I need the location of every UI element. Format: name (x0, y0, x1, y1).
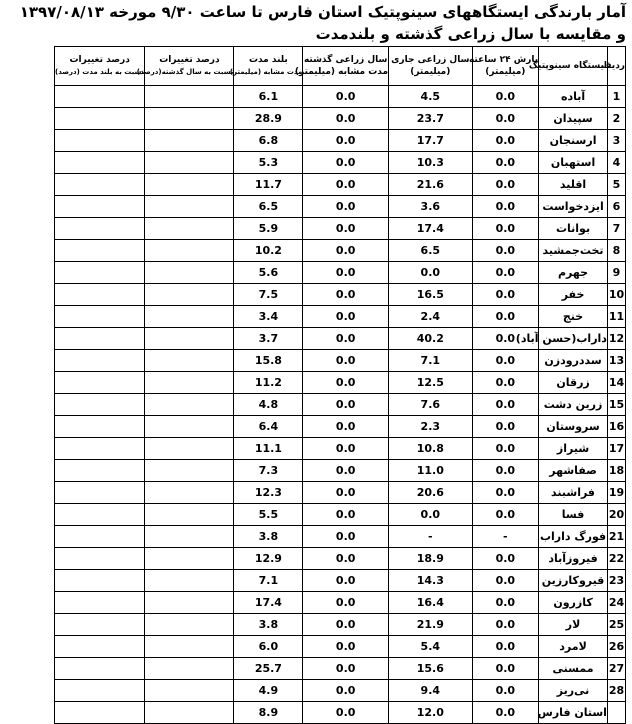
rain-longterm: 11.1 (234, 438, 303, 460)
rain-longterm: 5.9 (234, 218, 303, 240)
pct-change-lastyear (145, 152, 234, 174)
table-row (55, 658, 626, 680)
pct-change-lastyear (145, 614, 234, 636)
rain-longterm: 6.8 (234, 130, 303, 152)
table-row (55, 372, 626, 394)
table-row (55, 218, 626, 240)
rain-last-year: 0.0 (303, 174, 389, 196)
table-row (55, 570, 626, 592)
rain-current-year: 17.7 (389, 130, 473, 152)
pct-change-longterm (55, 328, 145, 350)
station-name: خفر (539, 284, 608, 306)
pct-change-lastyear (145, 174, 234, 196)
rain-24h: 0.0 (472, 218, 539, 240)
header-pct-lastyear (136, 47, 234, 86)
pct-change-lastyear (145, 570, 234, 592)
rain-24h: 0.0 (472, 174, 539, 196)
row-index: 10 (607, 284, 625, 306)
row-index: 18 (607, 460, 625, 482)
report-subtitle: و مقایسه با سال زراعی گذشته و بلندمدت (315, 25, 626, 43)
row-index: 25 (607, 614, 625, 636)
rain-longterm: 25.7 (234, 658, 303, 680)
pct-change-longterm (55, 372, 145, 394)
row-index: 14 (607, 372, 625, 394)
rain-last-year: 0.0 (303, 284, 389, 306)
rain-24h: 0.0 (472, 658, 539, 680)
header-station: ایستگاه سینوپتیک (539, 47, 608, 86)
table-row (55, 174, 626, 196)
row-index: 19 (607, 482, 625, 504)
pct-change-longterm (55, 152, 145, 174)
station-name: نی‌ریز (539, 680, 608, 702)
pct-change-lastyear (145, 196, 234, 218)
pct-change-lastyear (145, 658, 234, 680)
header-pct-longterm (55, 47, 145, 86)
station-name: فورگ داراب (539, 526, 608, 548)
rain-current-year: 9.4 (389, 680, 473, 702)
rain-longterm: 3.7 (234, 328, 303, 350)
pct-change-lastyear (145, 130, 234, 152)
header-pct-long-top: درصد تغییرات (69, 55, 130, 65)
rain-24h: 0.0 (472, 592, 539, 614)
station-name: کازرون (539, 592, 608, 614)
pct-change-lastyear (145, 526, 234, 548)
rain-24h: 0.0 (472, 328, 539, 350)
rain-current-year: 3.6 (389, 196, 473, 218)
rain-last-year: 0.0 (303, 372, 389, 394)
row-index: 9 (607, 262, 625, 284)
station-name: زرقان (539, 372, 608, 394)
rain-longterm: 11.7 (234, 174, 303, 196)
rain-24h: 0.0 (472, 350, 539, 372)
rain-current-year: 2.4 (389, 306, 473, 328)
rain-24h: 0.0 (472, 262, 539, 284)
pct-change-longterm (55, 262, 145, 284)
pct-change-longterm (55, 196, 145, 218)
rain-current-year: 5.4 (389, 636, 473, 658)
row-index: 4 (607, 152, 625, 174)
rain-last-year: 0.0 (303, 350, 389, 372)
pct-change-longterm (55, 680, 145, 702)
table-row (55, 438, 626, 460)
rain-24h: 0.0 (472, 680, 539, 702)
rain-24h: 0.0 (472, 196, 539, 218)
rain-current-year: - (389, 526, 473, 548)
row-index: 5 (607, 174, 625, 196)
table-row (55, 416, 626, 438)
pct-change-longterm (55, 526, 145, 548)
table-row (55, 548, 626, 570)
station-name: جهرم (539, 262, 608, 284)
rain-24h: 0.0 (472, 372, 539, 394)
pct-change-lastyear (145, 702, 234, 724)
station-name: ارسنجان (539, 130, 608, 152)
pct-change-longterm (55, 614, 145, 636)
table-row (55, 636, 626, 658)
pct-change-longterm (55, 174, 145, 196)
table-row (55, 460, 626, 482)
row-index: 22 (607, 548, 625, 570)
header-current (389, 47, 473, 86)
pct-change-lastyear (145, 460, 234, 482)
pct-change-longterm (55, 284, 145, 306)
rain-longterm: 6.0 (234, 636, 303, 658)
rain-last-year: 0.0 (303, 482, 389, 504)
rain-longterm: 3.8 (234, 526, 303, 548)
table-row (55, 482, 626, 504)
rain-longterm: 7.5 (234, 284, 303, 306)
rain-current-year: 11.0 (389, 460, 473, 482)
pct-change-longterm (55, 702, 145, 724)
rain-24h: 0.0 (472, 504, 539, 526)
rain-24h: 0.0 (472, 702, 539, 724)
rain-last-year: 0.0 (303, 416, 389, 438)
pct-change-longterm (55, 658, 145, 680)
station-name: فیروزآباد (539, 548, 608, 570)
rain-last-year: 0.0 (303, 504, 389, 526)
rain-current-year: 40.2 (389, 328, 473, 350)
table-row (55, 614, 626, 636)
station-name: قیروکارزین (539, 570, 608, 592)
header-rain24-top: بارش ۲۴ ساعته (468, 55, 539, 65)
rain-last-year: 0.0 (303, 196, 389, 218)
pct-change-lastyear (145, 262, 234, 284)
row-index (607, 702, 625, 724)
pct-change-longterm (55, 240, 145, 262)
rain-last-year: 0.0 (303, 394, 389, 416)
rain-last-year: 0.0 (303, 570, 389, 592)
pct-change-longterm (55, 570, 145, 592)
rain-last-year: 0.0 (303, 438, 389, 460)
table-row (55, 262, 626, 284)
rain-current-year: 7.6 (389, 394, 473, 416)
rain-current-year: 7.1 (389, 350, 473, 372)
pct-change-longterm (55, 438, 145, 460)
pct-change-lastyear (145, 636, 234, 658)
rain-last-year: 0.0 (303, 614, 389, 636)
header-longterm (229, 47, 303, 86)
station-name: استهبان (539, 152, 608, 174)
rain-24h: 0.0 (472, 394, 539, 416)
rain-24h: 0.0 (472, 438, 539, 460)
table-row (55, 592, 626, 614)
rain-longterm: 6.5 (234, 196, 303, 218)
rain-24h: 0.0 (472, 284, 539, 306)
rain-longterm: 12.3 (234, 482, 303, 504)
pct-change-lastyear (145, 438, 234, 460)
rain-24h: 0.0 (472, 570, 539, 592)
pct-change-longterm (55, 130, 145, 152)
rain-longterm: 3.4 (234, 306, 303, 328)
pct-change-longterm (55, 86, 145, 108)
rain-24h: 0.0 (472, 416, 539, 438)
table-row (55, 130, 626, 152)
rain-last-year: 0.0 (303, 108, 389, 130)
rain-24h: 0.0 (472, 306, 539, 328)
table-row (55, 394, 626, 416)
rain-last-year: 0.0 (303, 680, 389, 702)
rain-current-year: 21.6 (389, 174, 473, 196)
row-index: 16 (607, 416, 625, 438)
header-pct-long-bottom: نسبت به بلند مدت (درصد) (55, 68, 145, 76)
rain-24h: 0.0 (472, 152, 539, 174)
pct-change-lastyear (145, 328, 234, 350)
rain-last-year: 0.0 (303, 658, 389, 680)
header-lastyear-bottom: مدت مشابه (میلیمتر) (294, 67, 389, 77)
table-row (55, 328, 626, 350)
table-row (55, 680, 626, 702)
pct-change-lastyear (145, 504, 234, 526)
rain-longterm: 12.9 (234, 548, 303, 570)
rain-longterm: 5.6 (234, 262, 303, 284)
pct-change-lastyear (145, 350, 234, 372)
rain-last-year: 0.0 (303, 240, 389, 262)
row-index: 13 (607, 350, 625, 372)
rain-last-year: 0.0 (303, 130, 389, 152)
rain-longterm: 28.9 (234, 108, 303, 130)
header-current-top: سال زراعی جاری (391, 55, 470, 65)
rain-24h: 0.0 (472, 86, 539, 108)
rain-longterm: 10.2 (234, 240, 303, 262)
station-name: استان فارس (539, 702, 608, 724)
rain-longterm: 8.9 (234, 702, 303, 724)
row-index: 7 (607, 218, 625, 240)
rain-last-year: 0.0 (303, 702, 389, 724)
rain-current-year: 4.5 (389, 86, 473, 108)
pct-change-lastyear (145, 86, 234, 108)
table-row (55, 702, 626, 724)
table-row (55, 284, 626, 306)
table-row (55, 108, 626, 130)
rain-longterm: 15.8 (234, 350, 303, 372)
rain-24h: 0.0 (472, 614, 539, 636)
rain-24h: 0.0 (472, 636, 539, 658)
rain-current-year: 15.6 (389, 658, 473, 680)
rain-current-year: 14.3 (389, 570, 473, 592)
row-index: 21 (607, 526, 625, 548)
row-index: 23 (607, 570, 625, 592)
pct-change-longterm (55, 108, 145, 130)
pct-change-lastyear (145, 482, 234, 504)
row-index: 24 (607, 592, 625, 614)
station-name: لار (539, 614, 608, 636)
rain-24h: 0.0 (472, 240, 539, 262)
station-name: شیراز (539, 438, 608, 460)
rain-last-year: 0.0 (303, 548, 389, 570)
rain-last-year: 0.0 (303, 460, 389, 482)
row-index: 28 (607, 680, 625, 702)
rain-current-year: 17.4 (389, 218, 473, 240)
row-index: 11 (607, 306, 625, 328)
table-row (55, 86, 626, 108)
table-row (55, 240, 626, 262)
rain-longterm: 11.2 (234, 372, 303, 394)
station-name: ایزدخواست (539, 196, 608, 218)
rain-current-year: 21.9 (389, 614, 473, 636)
table-row (55, 196, 626, 218)
row-index: 15 (607, 394, 625, 416)
rain-current-year: 2.3 (389, 416, 473, 438)
table-row (55, 152, 626, 174)
table-row (55, 526, 626, 548)
row-index: 2 (607, 108, 625, 130)
row-index: 26 (607, 636, 625, 658)
rain-current-year: 10.3 (389, 152, 473, 174)
station-name: تخت‌جمشید (539, 240, 608, 262)
table-row (55, 306, 626, 328)
pct-change-lastyear (145, 372, 234, 394)
rain-last-year: 0.0 (303, 306, 389, 328)
header-lastyear-top: سال زراعی گذشته (303, 55, 388, 65)
pct-change-longterm (55, 460, 145, 482)
pct-change-longterm (55, 636, 145, 658)
rain-longterm: 5.3 (234, 152, 303, 174)
pct-change-longterm (55, 548, 145, 570)
rain-current-year: 12.0 (389, 702, 473, 724)
rain-current-year: 12.5 (389, 372, 473, 394)
table-header-row (55, 47, 626, 86)
pct-change-lastyear (145, 284, 234, 306)
pct-change-lastyear (145, 218, 234, 240)
pct-change-lastyear (145, 548, 234, 570)
rain-current-year: 18.9 (389, 548, 473, 570)
rain-last-year: 0.0 (303, 218, 389, 240)
rain-24h: 0.0 (472, 130, 539, 152)
rain-longterm: 7.3 (234, 460, 303, 482)
rain-longterm: 17.4 (234, 592, 303, 614)
rain-current-year: 20.6 (389, 482, 473, 504)
rain-24h: 0.0 (472, 460, 539, 482)
row-index: 8 (607, 240, 625, 262)
station-name: بوانات (539, 218, 608, 240)
rain-longterm: 6.4 (234, 416, 303, 438)
rain-longterm: 4.8 (234, 394, 303, 416)
station-name: ممسنی (539, 658, 608, 680)
rain-current-year: 23.7 (389, 108, 473, 130)
station-name: اقلید (539, 174, 608, 196)
pct-change-lastyear (145, 394, 234, 416)
pct-change-longterm (55, 350, 145, 372)
pct-change-longterm (55, 306, 145, 328)
rain-longterm: 5.5 (234, 504, 303, 526)
rain-24h: 0.0 (472, 482, 539, 504)
pct-change-lastyear (145, 240, 234, 262)
rain-last-year: 0.0 (303, 526, 389, 548)
header-current-bottom: (میلیمتر) (410, 67, 451, 77)
rain-24h: 0.0 (472, 548, 539, 570)
rain-current-year: 16.5 (389, 284, 473, 306)
row-index: 27 (607, 658, 625, 680)
rain-24h: 0.0 (472, 108, 539, 130)
rain-last-year: 0.0 (303, 636, 389, 658)
rain-24h: - (472, 526, 539, 548)
pct-change-lastyear (145, 416, 234, 438)
pct-change-longterm (55, 482, 145, 504)
rain-last-year: 0.0 (303, 86, 389, 108)
station-name: سددرودزن (539, 350, 608, 372)
row-index: 3 (607, 130, 625, 152)
station-name: زرین دشت (539, 394, 608, 416)
header-longterm-top: بلند مدت (248, 55, 288, 65)
header-lastyear (294, 47, 389, 86)
station-name: سروستان (539, 416, 608, 438)
rain-current-year: 10.8 (389, 438, 473, 460)
station-name: فراشبند (539, 482, 608, 504)
rain-last-year: 0.0 (303, 592, 389, 614)
pct-change-longterm (55, 416, 145, 438)
table-row (55, 350, 626, 372)
station-name: لامرد (539, 636, 608, 658)
rain-longterm: 6.1 (234, 86, 303, 108)
pct-change-longterm (55, 218, 145, 240)
pct-change-lastyear (145, 108, 234, 130)
station-name: داراب(حسن آباد) (539, 328, 608, 350)
rain-longterm: 7.1 (234, 570, 303, 592)
rain-current-year: 16.4 (389, 592, 473, 614)
rain-longterm: 3.8 (234, 614, 303, 636)
pct-change-lastyear (145, 306, 234, 328)
rain-current-year: 0.0 (389, 504, 473, 526)
table-row (55, 504, 626, 526)
row-index: 20 (607, 504, 625, 526)
header-idx: ردیف (607, 47, 625, 86)
header-pct-last-top: درصد تغییرات (159, 55, 220, 65)
rain-last-year: 0.0 (303, 152, 389, 174)
row-index: 1 (607, 86, 625, 108)
row-index: 12 (607, 328, 625, 350)
station-name: صفاشهر (539, 460, 608, 482)
rain-current-year: 6.5 (389, 240, 473, 262)
station-name: آباده (539, 86, 608, 108)
pct-change-lastyear (145, 592, 234, 614)
rain-current-year: 0.0 (389, 262, 473, 284)
rain-longterm: 4.9 (234, 680, 303, 702)
header-pct-last-bottom: نسبت به سال گذشته(درصد) (136, 68, 234, 76)
row-index: 17 (607, 438, 625, 460)
report-title: آمار بارندگی ایستگاههای سینوپتیک استان فارس تا ساعت ۹/۳۰ مورخه ۱۳۹۷/۰۸/۱۳ (19, 3, 626, 21)
rain-last-year: 0.0 (303, 262, 389, 284)
station-name: فسا (539, 504, 608, 526)
rain-last-year: 0.0 (303, 328, 389, 350)
rainfall-table (54, 46, 626, 724)
pct-change-longterm (55, 394, 145, 416)
header-rain24-bottom: (میلیمتر) (485, 67, 526, 77)
header-longterm-bottom: مدت مشابه (میلیمتر) (229, 68, 303, 76)
station-name: خنج (539, 306, 608, 328)
pct-change-longterm (55, 504, 145, 526)
pct-change-lastyear (145, 680, 234, 702)
pct-change-longterm (55, 592, 145, 614)
row-index: 6 (607, 196, 625, 218)
station-name: سپیدان (539, 108, 608, 130)
